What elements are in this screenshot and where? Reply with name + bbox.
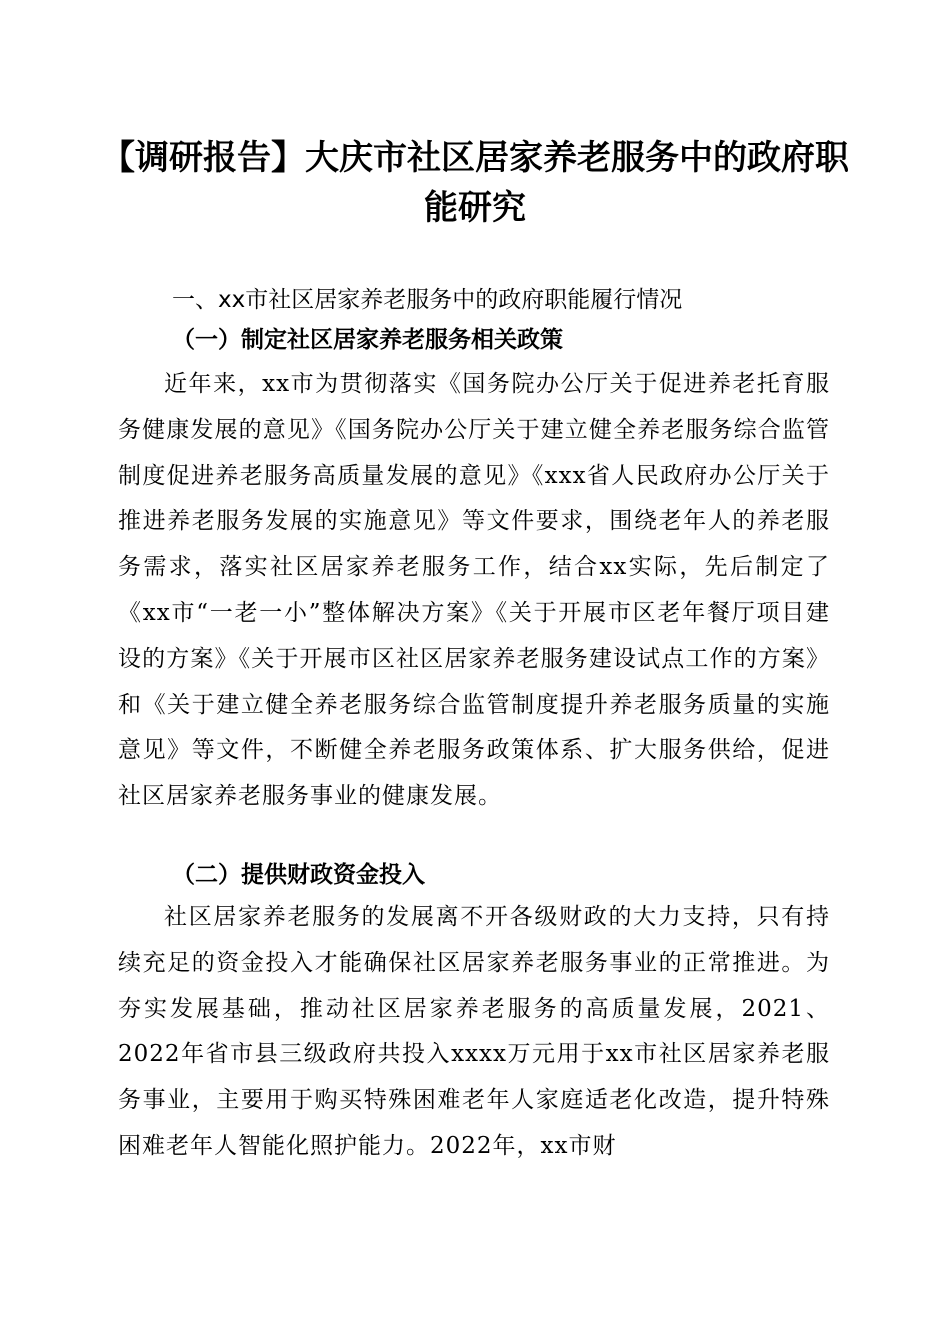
section-heading: 一、xx市社区居家养老服务中的政府职能履行情况	[172, 287, 683, 313]
document-title: 【调研报告】大庆市社区居家养老服务中的政府职能研究	[101, 138, 849, 228]
subsection-heading-policy: （一）制定社区居家养老服务相关政策	[172, 326, 563, 353]
subsection-heading-funding: （二）提供财政资金投入	[172, 861, 425, 888]
paragraph-policy: 近年来，xx市为贯彻落实《国务院办公厅关于促进养老托育服务健康发展的意见》《国务院办公厅关于建立健全养老服务综合监管制度促进养老服务高质量发展的意见》《xxx省人民政府办公厅关于推进养老服务发展的实施意见》等文件要求，围绕老年人的养老服务需求，落实社区居家养老服务工作，结合xx实际，先后制定了《xx市“一老一小”整体解决方案》《关于开展市区老年餐厅项目建设的方案》《关于开展市区社区居家养老服务建设试点工作的方案》和《关于建立健全养老服务综合监管制度提升养老服务质量的实施意见》等文件，不断健全养老服务政策体系、扩大服务供给，促进社区居家养老服务事业的健康发展。	[118, 371, 830, 810]
paragraph-funding: 社区居家养老服务的发展离不开各级财政的大力支持，只有持续充足的资金投入才能确保社区居家养老服务事业的正常推进。为夯实发展基础，推动社区居家养老服务的高质量发展，2021、2022年省市县三级政府共投入xxxx万元用于xx市社区居家养老服务事业，主要用于购买特殊困难老年人家庭适老化改造，提升特殊困难老年人智能化照护能力。2022年，xx市财	[118, 904, 830, 1159]
